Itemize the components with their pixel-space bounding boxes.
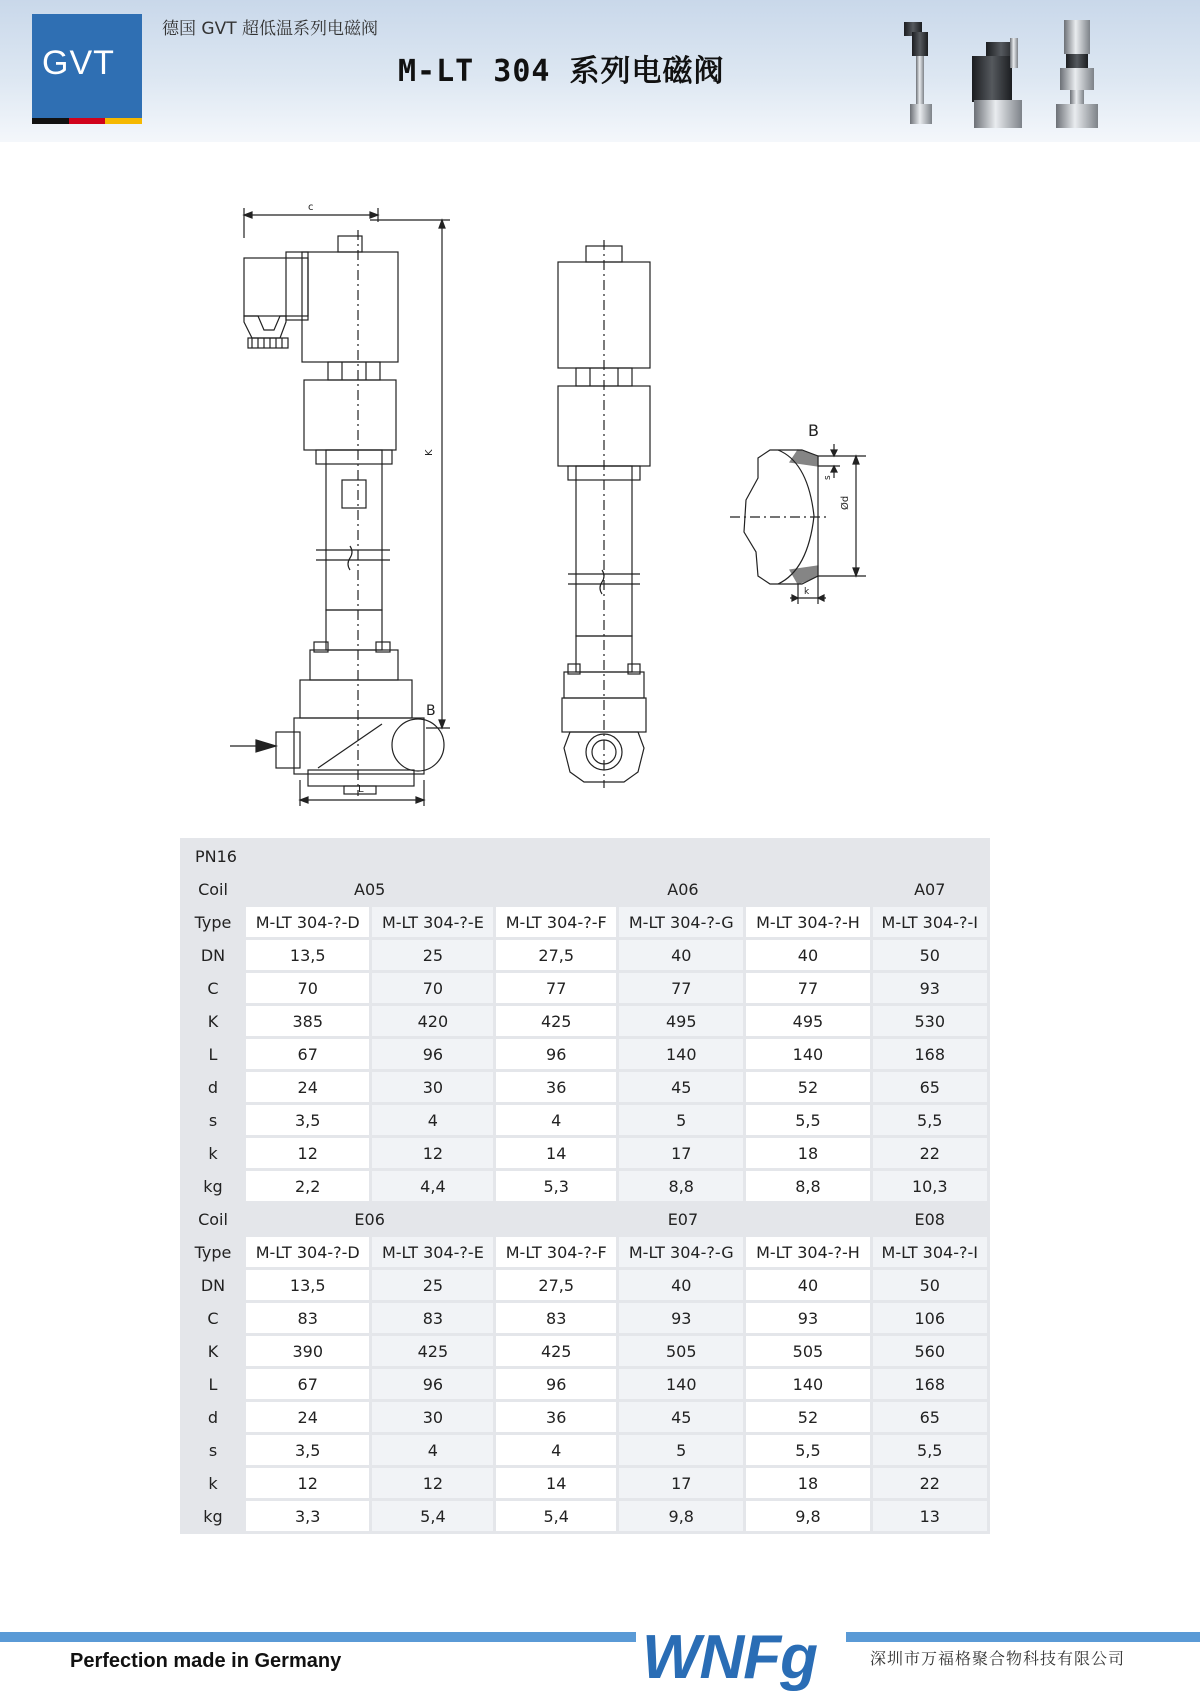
- table-cell: 106: [873, 1303, 987, 1333]
- coil-header: A06: [496, 874, 869, 904]
- table-row: [183, 1237, 987, 1267]
- table-cell: 505: [619, 1336, 743, 1366]
- coil-header: A05: [246, 874, 493, 904]
- row-label: L: [183, 1039, 243, 1069]
- table-cell: 18: [746, 1138, 869, 1168]
- table-row: [183, 1468, 987, 1498]
- table-cell: 45: [619, 1072, 743, 1102]
- table-row: [183, 940, 987, 970]
- row-label: K: [183, 1006, 243, 1036]
- table-cell: M-LT 304-?-D: [246, 1237, 369, 1267]
- footer-bar: [0, 1632, 1200, 1642]
- dim-label-l: L: [358, 784, 364, 795]
- table-row: [183, 1336, 987, 1366]
- table-cell: 24: [246, 1072, 369, 1102]
- table-cell: 4: [372, 1105, 493, 1135]
- table-cell: M-LT 304-?-F: [496, 907, 616, 937]
- row-label: DN: [183, 1270, 243, 1300]
- german-flag-stripe: [32, 118, 142, 124]
- table-row: [183, 973, 987, 1003]
- table-cell: 12: [372, 1138, 493, 1168]
- gvt-logo: [32, 14, 142, 124]
- dim-label-k-height: K: [424, 449, 435, 456]
- row-label: Coil: [183, 1204, 243, 1234]
- table-cell: 168: [873, 1039, 987, 1069]
- table-cell: 24: [246, 1402, 369, 1432]
- callout-b-detail: B: [808, 421, 819, 440]
- table-cell: 40: [619, 1270, 743, 1300]
- row-label: s: [183, 1105, 243, 1135]
- table-cell: 5,3: [496, 1171, 616, 1201]
- table-cell: 70: [246, 973, 369, 1003]
- table-cell: 420: [372, 1006, 493, 1036]
- table-cell: 77: [619, 973, 743, 1003]
- row-label: L: [183, 1369, 243, 1399]
- table-cell: 25: [372, 940, 493, 970]
- row-label: k: [183, 1138, 243, 1168]
- table-row: [183, 1501, 987, 1531]
- table-cell: M-LT 304-?-D: [246, 907, 369, 937]
- row-label: d: [183, 1402, 243, 1432]
- table-cell: 8,8: [746, 1171, 869, 1201]
- table-cell: 36: [496, 1402, 616, 1432]
- table-cell: 96: [372, 1039, 493, 1069]
- table-cell: 45: [619, 1402, 743, 1432]
- table-row: [183, 1270, 987, 1300]
- row-label: Coil: [183, 874, 243, 904]
- table-cell: M-LT 304-?-H: [746, 907, 869, 937]
- spec-table: [180, 838, 990, 1534]
- table-cell: 505: [746, 1336, 869, 1366]
- table-cell: M-LT 304-?-G: [619, 1237, 743, 1267]
- table-cell: 560: [873, 1336, 987, 1366]
- table-cell: 140: [619, 1369, 743, 1399]
- detail-b-view: [730, 421, 866, 604]
- table-cell: 140: [746, 1369, 869, 1399]
- table-cell: 40: [746, 940, 869, 970]
- table-cell: 385: [246, 1006, 369, 1036]
- table-cell: 13,5: [246, 1270, 369, 1300]
- table-cell: 4: [496, 1435, 616, 1465]
- table-cell: 27,5: [496, 1270, 616, 1300]
- pressure-rating: PN16: [183, 841, 987, 871]
- table-cell: 140: [746, 1039, 869, 1069]
- table-cell: 495: [619, 1006, 743, 1036]
- coil-row-2: [183, 1204, 987, 1234]
- table-row: [183, 1006, 987, 1036]
- table-cell: M-LT 304-?-I: [873, 907, 987, 937]
- table-cell: 50: [873, 940, 987, 970]
- table-cell: 52: [746, 1072, 869, 1102]
- table-cell: 390: [246, 1336, 369, 1366]
- row-label: DN: [183, 940, 243, 970]
- table-cell: 50: [873, 1270, 987, 1300]
- header-subtitle: 德国 GVT 超低温系列电磁阀: [162, 19, 378, 39]
- row-label: C: [183, 1303, 243, 1333]
- table-row: [183, 1138, 987, 1168]
- table-cell: 83: [372, 1303, 493, 1333]
- table-cell: 18: [746, 1468, 869, 1498]
- dim-label-s: s: [823, 475, 833, 480]
- table-cell: M-LT 304-?-E: [372, 907, 493, 937]
- table-cell: M-LT 304-?-E: [372, 1237, 493, 1267]
- table-cell: 5: [619, 1435, 743, 1465]
- coil-header: E08: [873, 1204, 987, 1234]
- table-cell: M-LT 304-?-G: [619, 907, 743, 937]
- table-cell: M-LT 304-?-I: [873, 1237, 987, 1267]
- page-header: [0, 0, 1200, 142]
- table-cell: 93: [873, 973, 987, 1003]
- table-cell: 3,3: [246, 1501, 369, 1531]
- table-cell: 530: [873, 1006, 987, 1036]
- table-cell: 13,5: [246, 940, 369, 970]
- table-cell: 93: [619, 1303, 743, 1333]
- table-cell: 5,4: [496, 1501, 616, 1531]
- table-cell: 77: [496, 973, 616, 1003]
- table-cell: M-LT 304-?-H: [746, 1237, 869, 1267]
- table-cell: 83: [246, 1303, 369, 1333]
- table-cell: 77: [746, 973, 869, 1003]
- table-cell: 425: [372, 1336, 493, 1366]
- table-cell: 14: [496, 1138, 616, 1168]
- side-view: [558, 240, 650, 788]
- table-cell: 9,8: [746, 1501, 869, 1531]
- callout-b-front: B: [426, 703, 436, 719]
- table-row: [183, 1072, 987, 1102]
- table-cell: 12: [246, 1468, 369, 1498]
- table-cell: 9,8: [619, 1501, 743, 1531]
- table-cell: 96: [496, 1039, 616, 1069]
- table-row: [183, 907, 987, 937]
- table-cell: 3,5: [246, 1105, 369, 1135]
- company-name: 深圳市万福格聚合物科技有限公司: [870, 1649, 1126, 1668]
- table-cell: 93: [746, 1303, 869, 1333]
- row-label: C: [183, 973, 243, 1003]
- table-cell: 65: [873, 1402, 987, 1432]
- table-cell: 65: [873, 1072, 987, 1102]
- table-cell: 5,4: [372, 1501, 493, 1531]
- product-photos: [890, 8, 1190, 140]
- table-cell: 10,3: [873, 1171, 987, 1201]
- table-cell: 96: [372, 1369, 493, 1399]
- dim-label-d: Ød: [840, 495, 851, 510]
- row-label: s: [183, 1435, 243, 1465]
- table-cell: M-LT 304-?-F: [496, 1237, 616, 1267]
- table-cell: 25: [372, 1270, 493, 1300]
- table-cell: 67: [246, 1039, 369, 1069]
- coil-header: E07: [496, 1204, 869, 1234]
- table-cell: 4: [372, 1435, 493, 1465]
- coil-header: E06: [246, 1204, 493, 1234]
- table-cell: 30: [372, 1402, 493, 1432]
- table-cell: 67: [246, 1369, 369, 1399]
- page-title: M-LT 304 系列电磁阀: [398, 54, 725, 89]
- table-cell: 425: [496, 1336, 616, 1366]
- technical-drawing: [230, 180, 970, 820]
- section-2-rows: [183, 1237, 987, 1531]
- table-row: [183, 1402, 987, 1432]
- row-label: K: [183, 1336, 243, 1366]
- row-label: Type: [183, 907, 243, 937]
- table-cell: 168: [873, 1369, 987, 1399]
- table-row: [183, 1303, 987, 1333]
- table-cell: 425: [496, 1006, 616, 1036]
- footer-slogan: Perfection made in Germany: [70, 1650, 342, 1672]
- table-row: [183, 1369, 987, 1399]
- table-cell: 40: [619, 940, 743, 970]
- table-cell: 495: [746, 1006, 869, 1036]
- coil-row-1: [183, 874, 987, 904]
- table-cell: 17: [619, 1468, 743, 1498]
- table-cell: 13: [873, 1501, 987, 1531]
- gvt-logo-text: GVT: [42, 44, 115, 82]
- coil-header: A07: [873, 874, 987, 904]
- table-cell: 22: [873, 1468, 987, 1498]
- table-cell: 96: [496, 1369, 616, 1399]
- table-row: [183, 1039, 987, 1069]
- table-cell: 17: [619, 1138, 743, 1168]
- table-cell: 12: [246, 1138, 369, 1168]
- table-cell: 14: [496, 1468, 616, 1498]
- table-cell: 5,5: [746, 1435, 869, 1465]
- table-cell: 5,5: [746, 1105, 869, 1135]
- table-cell: 27,5: [496, 940, 616, 970]
- table-cell: 140: [619, 1039, 743, 1069]
- table-cell: 40: [746, 1270, 869, 1300]
- table-cell: 52: [746, 1402, 869, 1432]
- table-cell: 5: [619, 1105, 743, 1135]
- row-label: kg: [183, 1171, 243, 1201]
- table-cell: 70: [372, 973, 493, 1003]
- table-cell: 22: [873, 1138, 987, 1168]
- table-cell: 5,5: [873, 1435, 987, 1465]
- table-cell: 5,5: [873, 1105, 987, 1135]
- section-1-rows: [183, 907, 987, 1201]
- dim-label-k-small: k: [804, 587, 810, 597]
- row-label: d: [183, 1072, 243, 1102]
- dim-label-c: c: [308, 202, 314, 213]
- wnfg-logo-text: WNFg: [642, 1623, 818, 1692]
- table-cell: 30: [372, 1072, 493, 1102]
- wnfg-logo: [636, 1622, 846, 1696]
- front-view: [230, 202, 450, 806]
- table-cell: 8,8: [619, 1171, 743, 1201]
- row-label: k: [183, 1468, 243, 1498]
- table-row: [183, 1435, 987, 1465]
- table-row: [183, 1105, 987, 1135]
- table-cell: 36: [496, 1072, 616, 1102]
- table-cell: 12: [372, 1468, 493, 1498]
- row-label: kg: [183, 1501, 243, 1531]
- table-cell: 2,2: [246, 1171, 369, 1201]
- pressure-row: [183, 841, 987, 871]
- table-cell: 4,4: [372, 1171, 493, 1201]
- row-label: Type: [183, 1237, 243, 1267]
- table-cell: 4: [496, 1105, 616, 1135]
- table-row: [183, 1171, 987, 1201]
- table-cell: 83: [496, 1303, 616, 1333]
- table-cell: 3,5: [246, 1435, 369, 1465]
